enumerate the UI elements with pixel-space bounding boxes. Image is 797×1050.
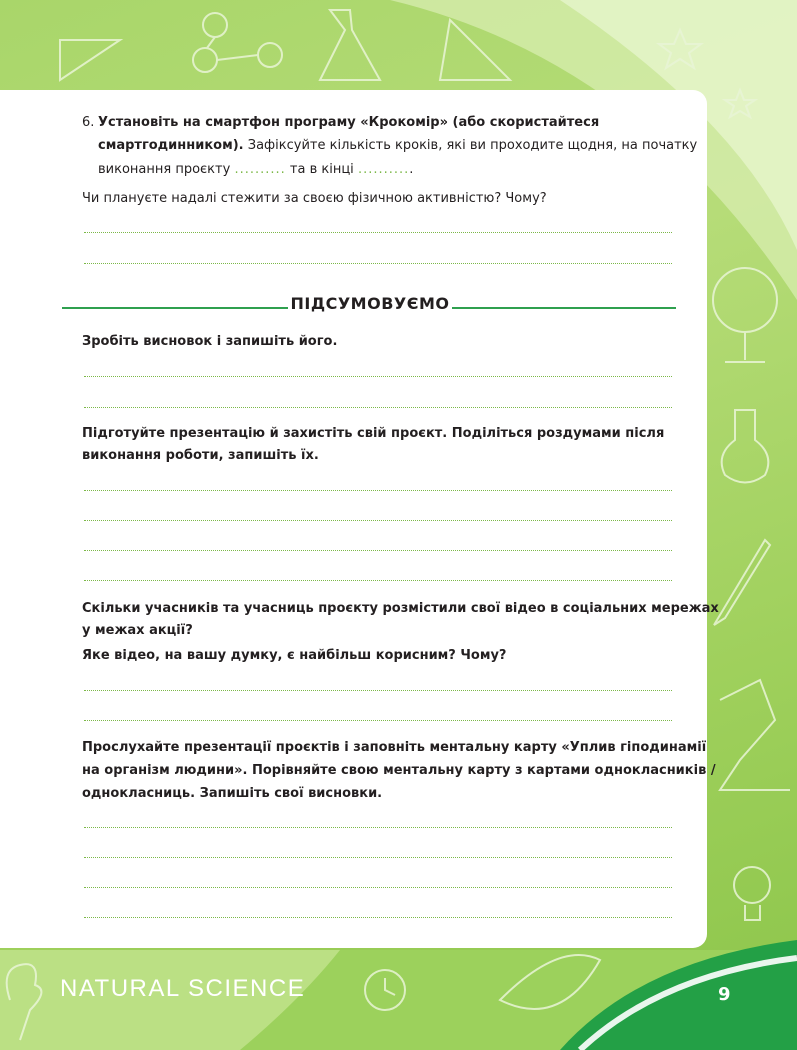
steps-end-blank[interactable]: .......... — [357, 162, 410, 177]
conclusion-prompt: Зробіть висновок і запишіть його. — [82, 334, 338, 349]
answer-line[interactable] — [84, 232, 672, 233]
microscope-icon — [720, 680, 790, 790]
answer-line[interactable] — [84, 887, 672, 888]
answer-line[interactable] — [84, 857, 672, 858]
answer-line[interactable] — [84, 917, 672, 918]
pencil-icon — [714, 540, 770, 625]
mindmap-prompt-line3: однокласниць. Запишіть свої висновки. — [82, 786, 383, 801]
presentation-prompt-line2: виконання роботи, запишіть їх. — [82, 448, 319, 463]
section-divider-right — [452, 307, 676, 309]
answer-line[interactable] — [84, 376, 672, 377]
question-6-line2-bold: смартгодинником). — [98, 138, 244, 153]
mindmap-prompt-line2: на організм людини». Порівняйте свою ментальну карту з картами однокласників / — [82, 763, 716, 778]
video-prompt-line2: у межах акції? — [82, 623, 193, 638]
question-6-number: 6. — [82, 115, 95, 130]
question-6-line2-rest: Зафіксуйте кількість кроків, які ви проходите щодня, на початку — [243, 138, 698, 153]
answer-line[interactable] — [84, 550, 672, 551]
page-number: 9 — [718, 984, 731, 1005]
answer-line[interactable] — [84, 580, 672, 581]
answer-line[interactable] — [84, 490, 672, 491]
steps-start-label: виконання проєкту — [98, 162, 231, 177]
beaker-icon — [722, 410, 769, 483]
steps-end-label: та в кінці — [289, 162, 354, 177]
question-6-line1: Установіть на смартфон програму «Крокомір» (або скористайтеся — [98, 115, 600, 130]
mindmap-prompt-line1: Прослухайте презентації проєктів і заповніть ментальну карту «Уплив гіподинамії — [82, 740, 707, 755]
answer-line[interactable] — [84, 520, 672, 521]
question-6-line2 — [98, 133, 697, 159]
answer-line[interactable] — [84, 827, 672, 828]
steps-start-blank[interactable]: .......... — [234, 162, 286, 177]
answer-line[interactable] — [84, 407, 672, 408]
steps-period: . — [409, 162, 414, 177]
answer-line[interactable] — [84, 690, 672, 691]
section-divider-left — [62, 307, 288, 309]
flask-icon — [320, 10, 380, 80]
protractor-icon — [60, 40, 120, 80]
video-prompt-line3: Яке відео, на вашу думку, є найбільш корисним? Чому? — [82, 648, 507, 663]
lightbulb-icon — [734, 867, 770, 903]
section-title: ПІДСУМОВУЄМО — [290, 294, 450, 313]
question-6-line3 — [98, 157, 413, 183]
footer-label: NATURAL SCIENCE — [60, 975, 306, 1002]
globe-icon — [713, 268, 777, 332]
video-prompt-line1: Скільки учасників та учасниць проєкту розмістили свої відео в соціальних мережах — [82, 601, 719, 616]
presentation-prompt-line1: Підготуйте презентацію й захистіть свій проєкт. Поділіться роздумами після — [82, 426, 665, 441]
answer-line[interactable] — [84, 263, 672, 264]
answer-line[interactable] — [84, 720, 672, 721]
worksheet-card — [0, 90, 707, 948]
activity-question: Чи плануєте надалі стежити за своєю фізичною активністю? Чому? — [82, 191, 547, 206]
